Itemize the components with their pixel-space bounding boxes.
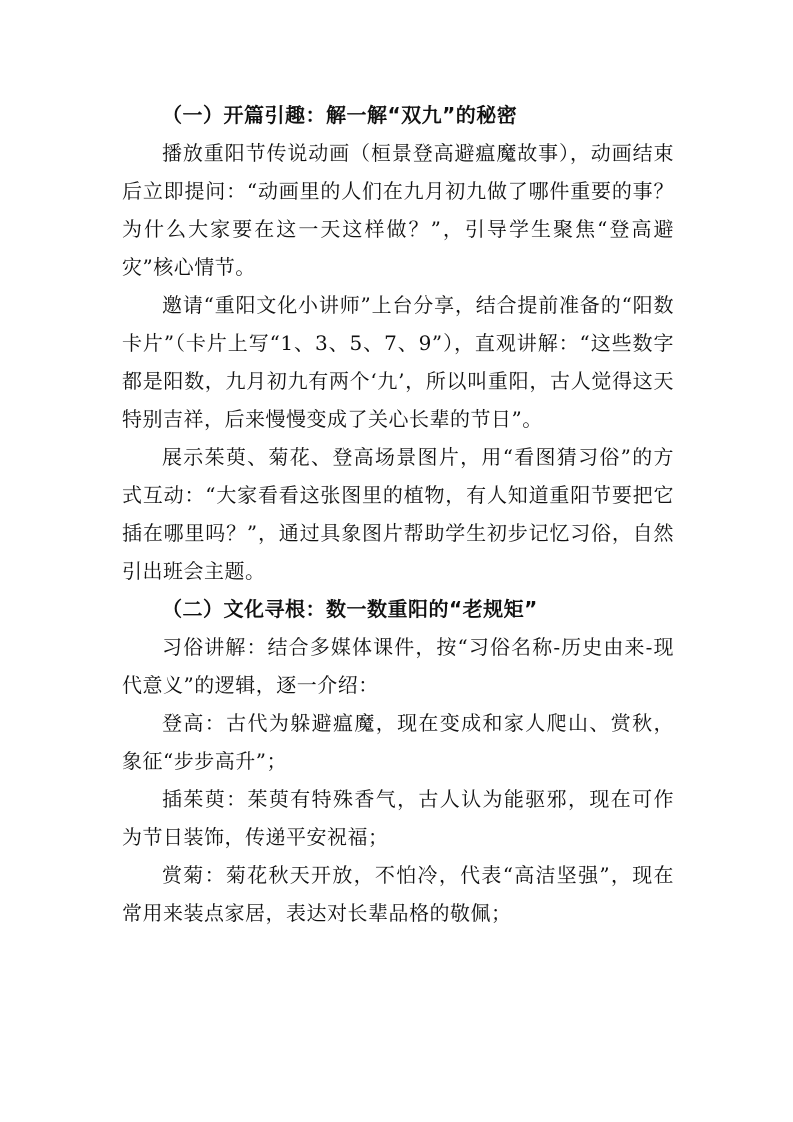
section-2-paragraph-1: 习俗讲解：结合多媒体课件，按“习俗名称-历史由来-现代意义”的逻辑，逐一介绍： [122, 635, 674, 697]
section-2-paragraph-4: 赏菊：菊花秋天开放，不怕冷，代表“高洁坚强”，现在常用来装点家居，表达对长辈品格的敬佩； [122, 863, 674, 925]
section-1-paragraph-3: 展示茱萸、菊花、登高场景图片，用“看图猜习俗”的方式互动：“大家看看这张图里的植物，有人知道重阳节要把它插在哪里吗？”，通过具象图片帮助学生初步记忆习俗，自然引出班会主题。 [122, 445, 674, 583]
section-1-paragraph-2: 邀请“重阳文化小讲师”上台分享，结合提前准备的“阳数卡片”（卡片上写“1、3、5、7、9”），直观讲解：“这些数字都是阳数，九月初九有两个‘九’，所以叫重阳，古人觉得这天特别吉祥，后来慢慢变成了关心长辈的节日”。 [122, 293, 674, 431]
section-2-paragraph-2: 登高：古代为躲避瘟魔，现在变成和家人爬山、赏秋，象征“步步高升”； [122, 711, 674, 773]
section-1-paragraph-1: 播放重阳节传说动画（桓景登高避瘟魔故事），动画结束后立即提问：“动画里的人们在九月初九做了哪件重要的事？为什么大家要在这一天这样做？”，引导学生聚焦“登高避灾”核心情节。 [122, 141, 674, 279]
section-1-heading: （一）开篇引趣：解一解“双九”的秘密 [162, 103, 518, 127]
section-2-paragraph-3: 插茱萸：茱萸有特殊香气，古人认为能驱邪，现在可作为节日装饰，传递平安祝福； [122, 787, 674, 849]
document-body [122, 96, 674, 932]
section-2-heading: （二）文化寻根：数一数重阳的“老规矩” [162, 597, 538, 621]
